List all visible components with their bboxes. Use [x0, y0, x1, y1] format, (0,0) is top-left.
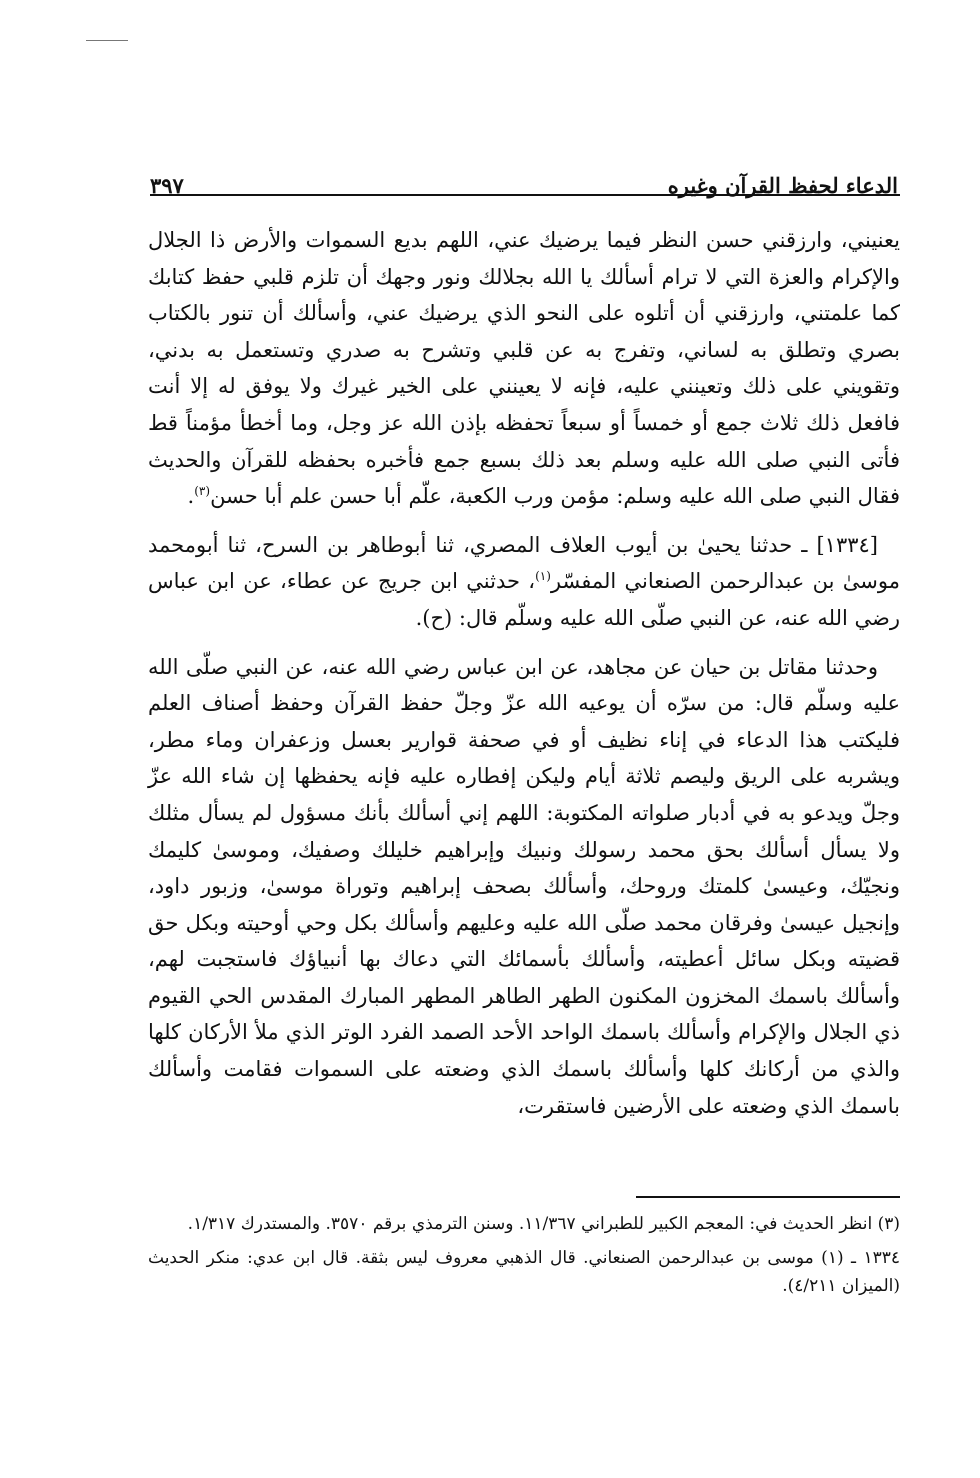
- paragraph-1-end: .: [187, 484, 195, 509]
- paragraph-3-text: وحدثنا مقاتل بن حيان عن مجاهد، عن ابن عباس رضي الله عنه، عن النبي صلّى الله عليه وسلّم قال: من سرّه أن يوعيه الله عزّ وجلّ حفظ القرآن وحفظ أصناف العلم فليكتب هذا الدعاء في إناء نظيف أو في صحفة قوارير بعسل وزعفران وماء مطر، ويشربه على الريق وليصم ثلاثة أيام وليكن إفطاره عليه فإنه يحفظها إن شاء الله عزّ وجلّ ويدعو به في أدبار صلواته المكتوبة: اللهم إني أسألك بأنك مسؤول لم يسأل مثلك ولا يسأل أسألك بحق محمد رسولك ونبيك وإبراهيم خليلك وصفيك، وموسىٰ كليمك ونجيّك، وعيسىٰ كلمتك وروحك، وأسألك بصحف إبراهيم وتوراة موسىٰ، وزبور داود، وإنجيل عيسىٰ وفرقان محمد صلّى الله عليه وعليهم وأسألك بكل وحي أوحيته وبكل حق قضيته وبكل سائل أعطيته، وأسألك بأسمائك التي دعاك بها أنبياؤك فاستجبت لهم، وأسألك باسمك المخزون المكنون الطهر الطاهر المطهر المبارك المقدس الحي القيوم ذي الجلال والإكرام وأسألك باسمك الواحد الأحد الصمد الفرد الوتر الذي ملأ الأركان كلها والذي من أركانك كلها وأسألك باسمك الذي وضعته على السموات فقامت وأسألك باسمك الذي وضعته على الأرضين فاستقرت،: [148, 654, 900, 1118]
- running-header: [150, 158, 898, 198]
- footnote-rule: [636, 1196, 900, 1198]
- paragraph-1-text: يعنيني، وارزقني حسن النظر فيما يرضيك عني، اللهم بديع السموات والأرض ذا الجلال والإكرام والعزة التي لا ترام أسألك يا الله بجلالك ونور وجهك أن تلزم قلبي حفظ كتابك كما علمتني، وارزقني أن أتلوه على النحو الذي يرضيك عني، وأسألك أن تنور بالكتاب بصري وتطلق به لساني، وتفرج به عن قلبي وتشرح به صدري وتستعمل به بدني، وتقويني على ذلك وتعينني عليه، فإنه لا يعينني على الخير غيرك ولا يوفق له إلا أنت فافعل ذلك ثلاث جمع أو خمساً أو سبعاً تحفظه بإذن الله عز وجل، وما أخطأ مؤمناً قط فأتى النبي صلى الله عليه وسلم بعد ذلك بسبع جمع فأخبره بحفظه للقرآن والحديث فقال النبي صلى الله عليه وسلم: مؤمن ورب الكعبة، علّم أبا حسن علم أبا حسن: [148, 228, 900, 509]
- footnotes: [148, 1210, 900, 1306]
- footnote-1334-1: ١٣٣٤ ـ (١) موسى بن عبدالرحمن الصنعاني. قال الذهبي معروف ليس بثقة. قال ابن عدي: منكر الحديث (الميزان ٤/٢١١).: [148, 1248, 901, 1296]
- paragraph-3: [148, 649, 900, 1125]
- page-number: ٣٩٧: [150, 173, 184, 198]
- footnote-ref-1: (١): [535, 569, 551, 584]
- hadith-1334-chain: [١٣٣٤] ـ حدثنا يحيىٰ بن أيوب العلاف المصري، ثنا أبوطاهر بن السرح، ثنا أبومحمد موسىٰ بن عبدالرحمن الصنعاني المفسّر: [148, 532, 900, 594]
- header-rule: [150, 194, 900, 196]
- paragraph-hadith-1334: [148, 527, 900, 637]
- footnote-3: (٣) انظر الحديث في: المعجم الكبير للطبراني ١١/٣٦٧. وسنن الترمذي برقم ٣٥٧٠. والمستدرك ١/٣١٧.: [187, 1214, 900, 1234]
- paragraph-1: [148, 222, 900, 515]
- hadith-1334-rest: ، حدثني ابن جريج عن عطاء، عن ابن عباس رضي الله عنه، عن النبي صلّى الله عليه وسلّم قال: (ح).: [148, 569, 900, 630]
- corner-mark: [86, 40, 128, 41]
- main-text: [148, 222, 900, 1124]
- footnote-ref-3: (٣): [194, 484, 211, 499]
- chapter-title: الدعاء لحفظ القرآن وغيره: [667, 173, 898, 198]
